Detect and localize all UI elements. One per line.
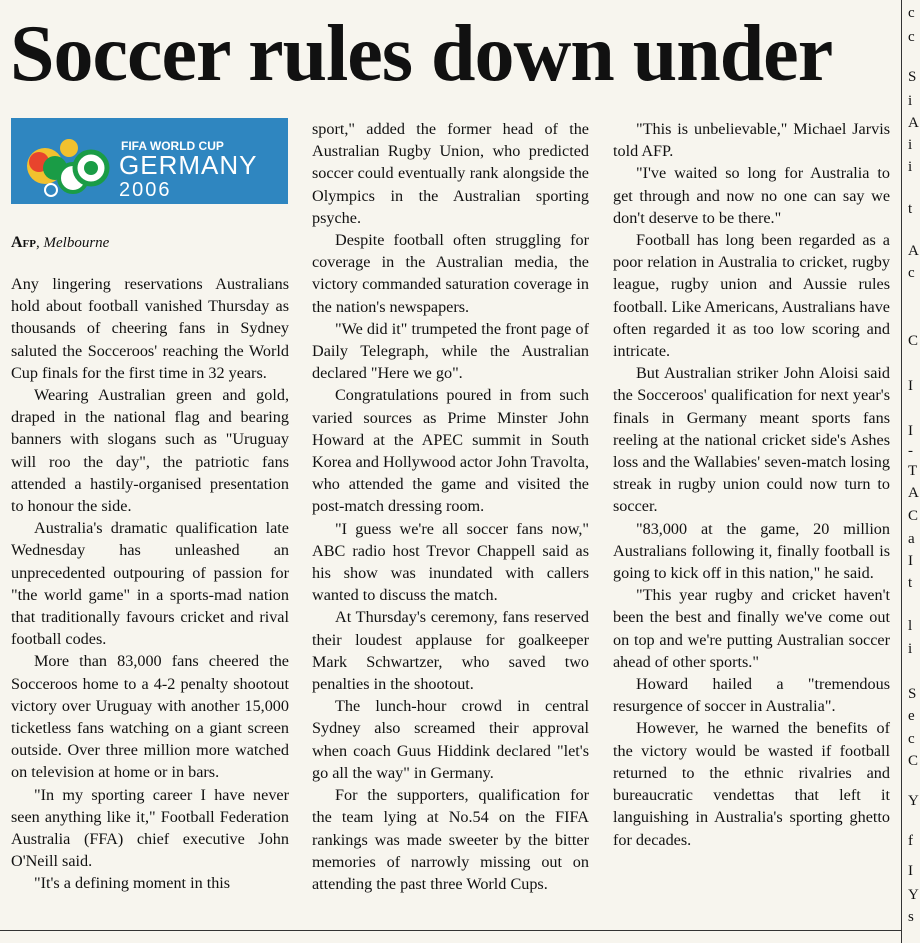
logo-line3: 2006	[119, 179, 172, 201]
paragraph: "83,000 at the game, 20 million Australians following it, finally football is going to kick off in this nation," he said.	[613, 519, 890, 583]
paragraph: sport," added the former head of the Australian Rugby Union, who predicted soccer could eventually rank alongside the Olympics in the Australian sporting psyche.	[312, 120, 589, 227]
edge-letter: t	[908, 575, 913, 591]
edge-letter: Y	[908, 887, 919, 903]
paragraph: "In my sporting career I have never seen anything like it," Football Federation Australia (FFA) chief executive John O'Neill said.	[11, 785, 289, 871]
paragraph: More than 83,000 fans cheered the Socceroos home to a 4-2 penalty shootout victory over Uruguay with another 15,000 ticketless fans watching on a giant screen outside. Over three million more watched on television at home or in bars.	[11, 652, 289, 782]
edge-letter: I	[908, 423, 913, 439]
paragraph: "I guess we're all soccer fans now," ABC radio host Trevor Chappell said as his show was inundated with callers wanted to discuss the match.	[312, 519, 589, 605]
edge-letter: c	[908, 5, 915, 21]
paragraph: "I've waited so long for Australia to get through and now no one can say we don't deserve to be there."	[613, 164, 890, 227]
edge-letter: i	[908, 137, 913, 153]
edge-letter: C	[908, 753, 919, 769]
paragraph: For the supporters, qualification for the team lying at No.54 on the FIFA rankings was made sweeter by the bitter memories of narrowly missing out on attending the past three World Cups.	[312, 786, 589, 893]
fifa-world-cup-logo	[11, 118, 288, 204]
edge-letter: c	[908, 29, 915, 45]
fifa-logo-graphic	[11, 118, 288, 204]
edge-letter: c	[908, 731, 915, 747]
edge-letter: a	[908, 531, 915, 547]
edge-letter: C	[908, 508, 919, 524]
paragraph: "This is unbelievable," Michael Jarvis told AFP.	[613, 120, 890, 161]
edge-letter: t	[908, 201, 913, 217]
paragraph: However, he warned the benefits of the victory would be wasted if football returned to the ethnic rivalries and bureaucratic vendettas that left it languishing in Australia's sporting ghetto for decades.	[613, 719, 890, 849]
paragraph: Congratulations poured in from such varied sources as Prime Minster John Howard at the APEC summit in South Korea and Hollywood actor John Travolta, who attended the game and visited the post-match dressing room.	[312, 386, 589, 516]
edge-letter: Y	[908, 793, 919, 809]
edge-letter: A	[908, 485, 919, 501]
edge-letter: I	[908, 553, 913, 569]
paragraph: Any lingering reservations Australians hold about football vanished Thursday as thousands of cheering fans in Sydney saluted the Socceroos' reaching the World Cup finals for the first time in 32 years.	[11, 275, 289, 382]
article-column-1	[11, 273, 289, 895]
edge-letter: c	[908, 265, 915, 281]
edge-letter: A	[908, 115, 919, 131]
paragraph: But Australian striker John Aloisi said the Socceroos' qualification for next year's finals in Germany meant sports fans reeling at the national cricket side's Ashes loss and the Wallabies' seven-match losing streak in rugby union could now turn to soccer.	[613, 364, 890, 516]
edge-letter: f	[908, 833, 913, 849]
edge-letter: C	[908, 333, 919, 349]
article-column-2	[312, 118, 589, 895]
paragraph: "This year rugby and cricket haven't been the best and finally we've come out on top and we're putting Australian soccer ahead of other sports."	[613, 586, 890, 671]
edge-letter: e	[908, 708, 915, 724]
edge-letter: i	[908, 159, 913, 175]
byline-agency: Afp	[11, 234, 36, 251]
edge-letter: i	[908, 641, 913, 657]
paragraph: "We did it" trumpeted the front page of Daily Telegraph, while the Australian declared "Here we go".	[312, 319, 589, 383]
edge-letter: S	[908, 686, 917, 702]
paragraph: Howard hailed a "tremendous resurgence of soccer in Australia".	[613, 675, 890, 716]
article-column-3	[613, 118, 890, 851]
byline-place: Melbourne	[43, 235, 110, 251]
logo-line1: FIFA WORLD CUP	[121, 139, 224, 153]
paragraph: Wearing Australian green and gold, draped in the national flag and bearing banners with slogans such as "Uruguay will roo the day", the patriotic fans attended a hastily-organised presentation to honour the side.	[11, 386, 289, 516]
paragraph: Australia's dramatic qualification late Wednesday has unleashed an unprecedented outpouring of passion for "the world game" in a sports-mad nation that traditionally favours cricket and rival football codes.	[11, 519, 289, 649]
column-divider	[901, 0, 902, 943]
adjacent-article-edge	[908, 0, 920, 943]
paragraph: The lunch-hour crowd in central Sydney also screamed their approval when coach Guus Hiddink declared "let's go all the way" in Germany.	[312, 697, 589, 782]
paragraph: "It's a defining moment in this	[34, 874, 231, 893]
paragraph: At Thursday's ceremony, fans reserved their loudest applause for goalkeeper Mark Schwartzer, who saved two penalties in the shootout.	[312, 608, 589, 694]
paragraph: Football has long been regarded as a poor relation in Australia to cricket, rugby league, rugby union and Aussie rules football. Like Americans, Australians have often regarded it as too low scoring and intricate.	[613, 231, 890, 361]
edge-letter: T	[908, 463, 918, 479]
bottom-rule	[0, 930, 901, 931]
byline: Afp, Melbourne	[11, 234, 110, 251]
edge-letter: I	[908, 863, 913, 879]
edge-letter: S	[908, 69, 917, 85]
edge-letter: i	[908, 93, 913, 109]
edge-letter: A	[908, 243, 919, 259]
edge-letter: l	[908, 618, 913, 634]
edge-letter: I	[908, 378, 913, 394]
paragraph: Despite football often struggling for coverage in the Australian media, the victory commanded saturation coverage in the nation's newspapers.	[312, 231, 589, 316]
edge-letter: -	[908, 443, 913, 459]
logo-line2: GERMANY	[119, 150, 258, 180]
edge-letter: s	[908, 909, 914, 925]
headline: Soccer rules down under	[10, 10, 833, 98]
